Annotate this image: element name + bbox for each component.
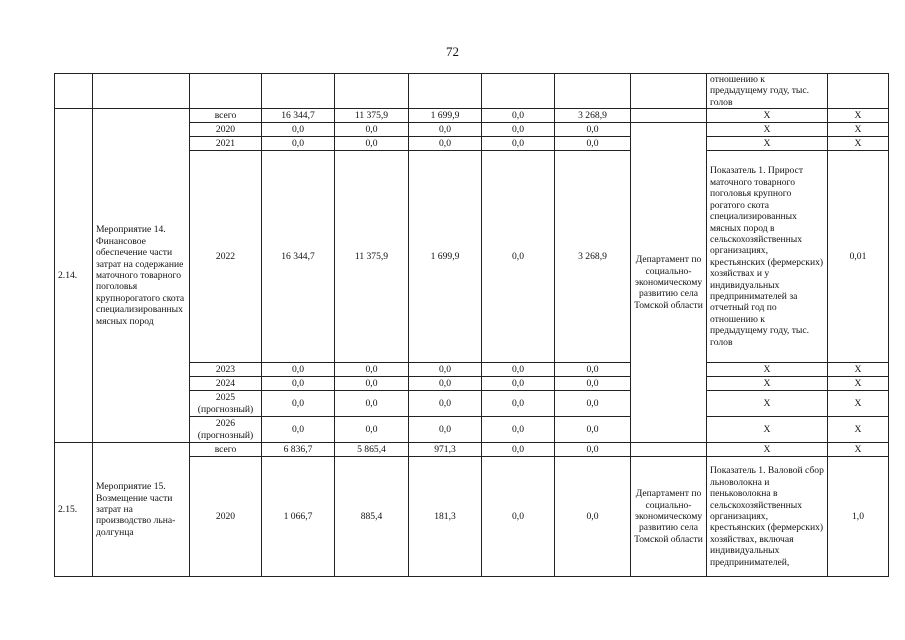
indicator-value-cell: X [828,391,889,417]
amount-cell: 0,0 [482,457,555,577]
indicator-value-cell: 0,01 [828,151,889,363]
measure-title: Мероприятие 14. Финансовое обеспечение части затрат на содержание маточного товарного поголовья крупнорогатого скота специализированных мясных пород [93,109,190,443]
total-cell: 0,0 [262,363,335,377]
measure-title: Мероприятие 15. Возмещение части затрат на производство льна-долгунца [93,443,190,577]
amount-cell: 181,3 [409,457,482,577]
indicator-value-cell: X [828,137,889,151]
amount-cell: 0,0 [482,109,555,123]
amount-cell: 11 375,9 [335,109,409,123]
amount-cell: 0,0 [482,377,555,391]
amount-cell: 0,0 [409,391,482,417]
amount-cell: 0,0 [482,417,555,443]
amount-cell: 971,3 [409,443,482,457]
amount-cell: 0,0 [482,363,555,377]
year-cell: всего [190,443,262,457]
amount-cell: 0,0 [335,377,409,391]
indicator-cell: X [707,377,828,391]
indicator-value-cell: X [828,123,889,137]
amount-cell: 0,0 [555,123,631,137]
year-cell: 2020 [190,123,262,137]
amount-cell: 0,0 [409,137,482,151]
indicator-cell: X [707,109,828,123]
amount-cell: 0,0 [335,417,409,443]
total-cell: 0,0 [262,417,335,443]
amount-cell: 0,0 [555,137,631,151]
amount-cell: 1 699,9 [409,151,482,363]
amount-cell: 3 268,9 [555,151,631,363]
total-cell: 16 344,7 [262,109,335,123]
total-cell: 0,0 [262,137,335,151]
total-cell: 0,0 [262,391,335,417]
table-row [55,443,889,457]
amount-cell: 0,0 [409,417,482,443]
table-row [55,74,889,109]
amount-cell: 0,0 [555,443,631,457]
indicator-value-cell: X [828,377,889,391]
department-cell [631,443,707,457]
amount-cell: 0,0 [555,457,631,577]
amount-cell: 0,0 [409,377,482,391]
amount-cell: 0,0 [335,137,409,151]
total-cell: 6 836,7 [262,443,335,457]
year-cell: 2023 [190,363,262,377]
table-row [55,109,889,123]
total-cell: 16 344,7 [262,151,335,363]
indicator-value-cell: X [828,363,889,377]
amount-cell: 11 375,9 [335,151,409,363]
amount-cell: 3 268,9 [555,109,631,123]
department-cell [631,109,707,123]
year-cell: 2022 [190,151,262,363]
amount-cell: 0,0 [335,391,409,417]
year-cell: 2020 [190,457,262,577]
year-cell: 2021 [190,137,262,151]
indicator-text: Показатель 1. Валовой сбор льноволокна и пеньковолокна в сельскохозяйственных организациях, крестьянских (фермерских) хозяйствах, включая индивидуальных предпринимателей, [707,457,828,577]
amount-cell: 0,0 [409,123,482,137]
total-cell: 0,0 [262,123,335,137]
amount-cell: 0,0 [409,363,482,377]
program-table [54,73,889,577]
year-cell: всего [190,109,262,123]
indicator-text: отношению к предыдущему году, тыс. голов [707,74,828,109]
indicator-cell: X [707,417,828,443]
year-cell: 2024 [190,377,262,391]
indicator-value-cell: X [828,417,889,443]
indicator-value-cell: 1,0 [828,457,889,577]
amount-cell: 0,0 [555,417,631,443]
amount-cell: 0,0 [482,123,555,137]
year-cell: 2026 (прогнозный) [190,417,262,443]
amount-cell: 0,0 [482,443,555,457]
indicator-cell: X [707,391,828,417]
department-cell: Департамент по социально-экономическому развитию села Томской области [631,123,707,443]
indicator-text: Показатель 1. Прирост маточного товарного поголовья крупного рогатого скота специализированных мясных пород в сельскохозяйственных организациях, крестьянских (фермерских) хозяйствах и у индивидуальных предпринимателей за отчетный год по отношению к предыдущему году, тыс. голов [707,151,828,363]
amount-cell: 0,0 [482,391,555,417]
indicator-value-cell: X [828,109,889,123]
year-cell: 2025 (прогнозный) [190,391,262,417]
amount-cell: 0,0 [482,137,555,151]
amount-cell: 1 699,9 [409,109,482,123]
page-number: 72 [446,44,459,59]
amount-cell: 885,4 [335,457,409,577]
indicator-cell: X [707,443,828,457]
amount-cell: 0,0 [335,123,409,137]
total-cell: 0,0 [262,377,335,391]
indicator-cell: X [707,137,828,151]
amount-cell: 0,0 [335,363,409,377]
amount-cell: 5 865,4 [335,443,409,457]
amount-cell: 0,0 [555,377,631,391]
amount-cell: 0,0 [482,151,555,363]
indicator-cell: X [707,123,828,137]
amount-cell: 0,0 [555,391,631,417]
indicator-value-cell: X [828,443,889,457]
department-cell: Департамент по социально-экономическому развитию села Томской области [631,457,707,577]
measure-number: 2.15. [55,443,93,577]
indicator-cell: X [707,363,828,377]
total-cell: 1 066,7 [262,457,335,577]
measure-number: 2.14. [55,109,93,443]
amount-cell: 0,0 [555,363,631,377]
